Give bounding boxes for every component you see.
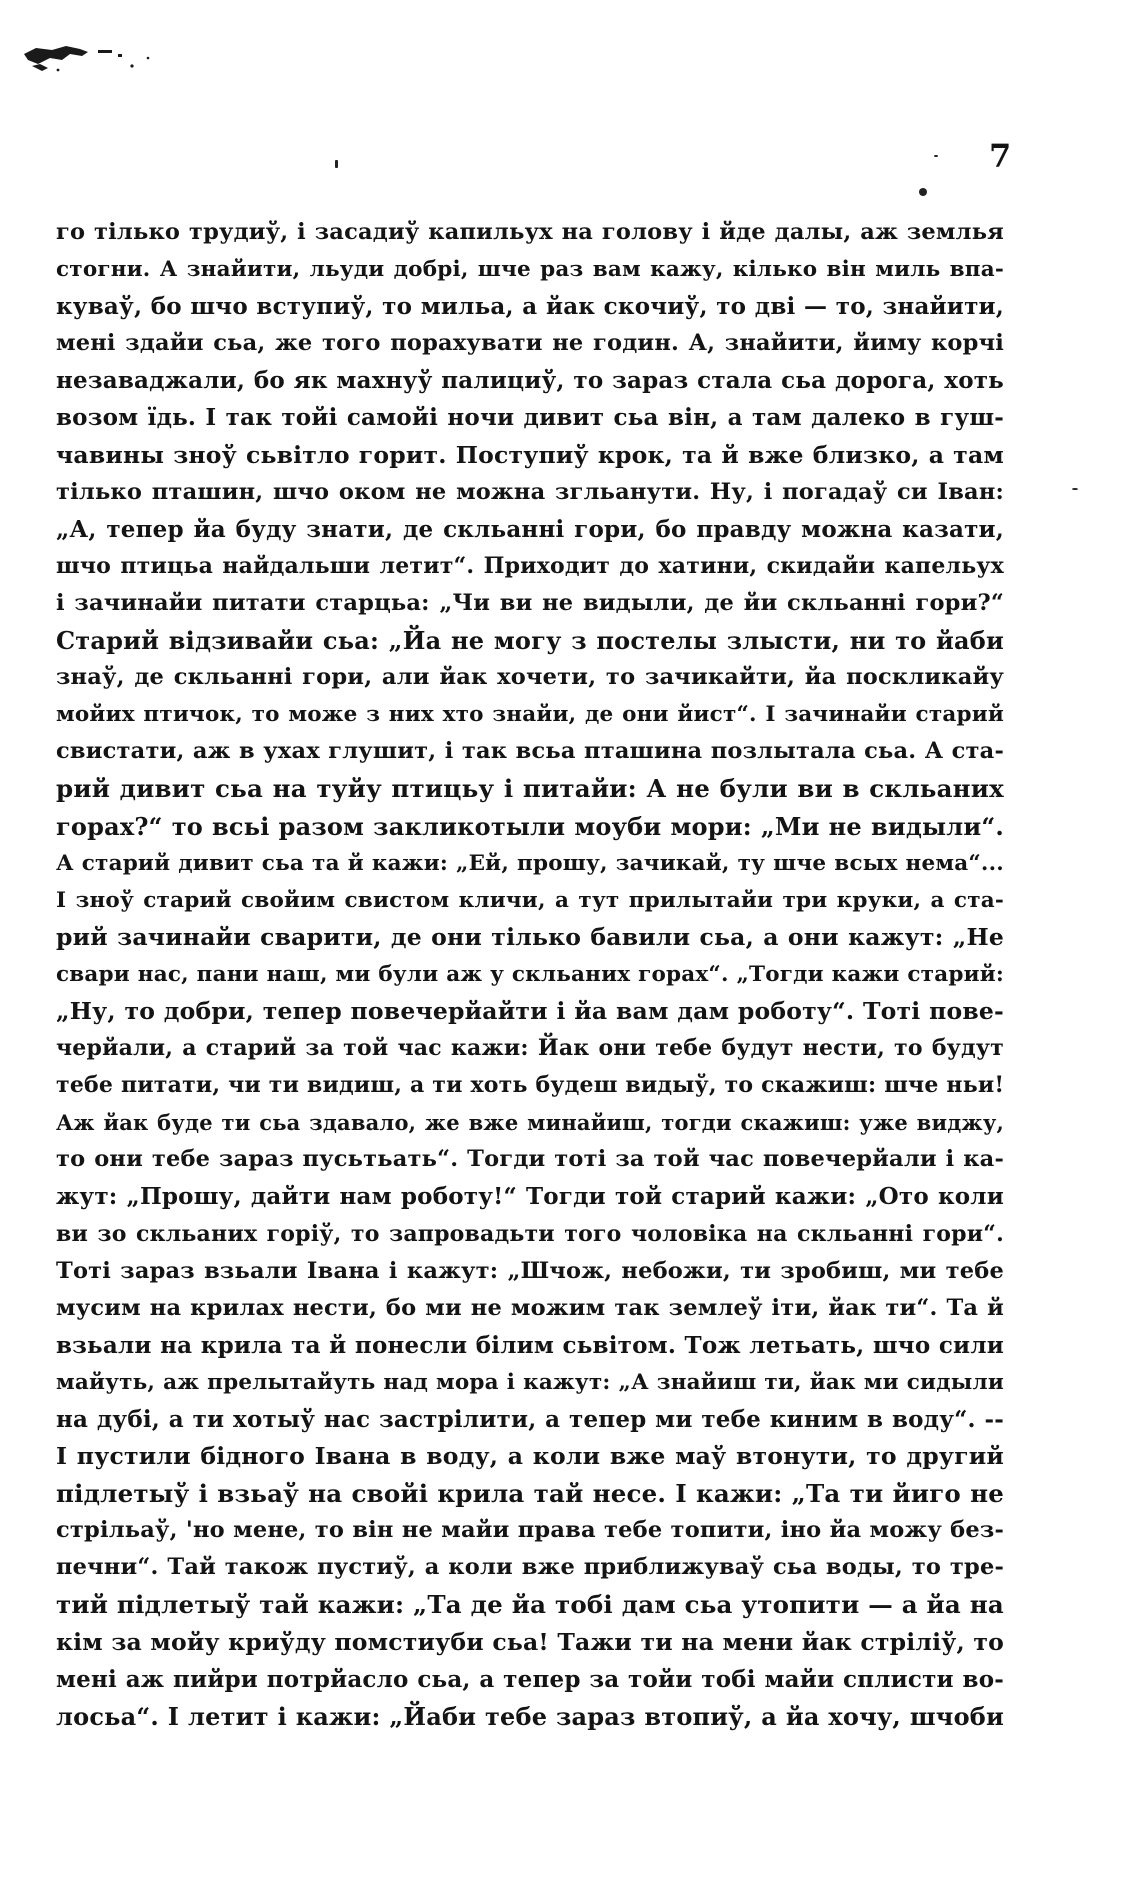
text-line: черйали, а старий за той час кажи: Йак они тебе будут нести, то будут	[56, 1035, 1004, 1062]
text-line: „А, тепер йа буду знати, де скльанні гори, бо правду можна казати,	[56, 515, 1004, 543]
text-line: свари нас, пани наш, ми були аж у скльаних горах“. „Тогди кажи старий:	[56, 961, 1004, 987]
text-line: то они тебе зараз пусьтьать“. Тогди тоті за той час повечерйали і ка-	[56, 1146, 1004, 1173]
speck-mark	[1072, 488, 1078, 490]
text-line: мойих птичок, то може з них хто знайи, де они йист“. І зачинайи старий	[56, 702, 1004, 728]
text-line: го тілько трудиў, і засадиў капильух на голову і йде далы, аж землья	[56, 219, 1004, 245]
text-line: лосьа“. І летит і кажи: „Йаби тебе зараз втопиў, а йа хочу, шчоби	[56, 1701, 1004, 1731]
text-line: стогни. А знайити, льуди добрі, шче раз вам кажу, кілько він миль впа-	[56, 257, 1004, 283]
text-line: чавины зноў сьвітло горит. Поступиў крок, та й вже близко, а там	[56, 440, 1004, 469]
text-line: кім за мойу криўду помстиуби сьа! Тажи ти на мени йак стріліў, то	[56, 1627, 1004, 1656]
text-line: тебе питати, чи ти видиш, а ти хоть будеш видыў, то скажиш: шче ньи!	[56, 1072, 1005, 1099]
text-line: Старий відзивайи сьа: „Йа не могу з постелы злысти, ни то йаби	[56, 626, 1004, 656]
text-line: возом їдь. І так тойі самойі ночи дивит сьа він, а там далеко в гуш-	[56, 404, 1004, 432]
text-line: стрільаў, 'но мене, то він не майи права тебе топити, іно йа можу без-	[56, 1517, 1004, 1544]
text-line: ви зо скльаних горіў, то запровадьти того чоловіка на скльанні гори“.	[56, 1220, 1004, 1247]
text-line: мені здайи сьа, же того порахувати не годин. А, знайити, йиму корчі	[56, 330, 1004, 357]
text-line: І зноў старий свойим свистом кличи, а тут прилытайи три круки, а ста-	[56, 887, 1004, 913]
text-line: жут: „Прошу, дайти нам роботу!“ Тогди той старий кажи: „Ото коли	[56, 1183, 1004, 1211]
text-line: „Ну, то добри, тепер повечерйайти і йа вам дам роботу“. Тоті пове-	[56, 996, 1004, 1025]
text-line: мені аж пийри потрйасло сьа, а тепер за тойи тобі майи сплисти во-	[56, 1665, 1004, 1693]
text-line: тий підлетыў тай кажи: „Та де йа тобі дам сьа утопити — а йа на	[56, 1590, 1004, 1620]
text-line: свистати, аж в ухах глушит, і так всьа пташина позлытала сьа. А ста-	[56, 738, 1004, 765]
text-line: І пустили бідного Івана в воду, а коли вже маў втонути, то другий	[56, 1442, 1004, 1471]
body-text	[56, 214, 1004, 1735]
speck-mark	[934, 155, 938, 157]
scan-smudge-mark	[22, 40, 152, 80]
text-line: на дубі, а ти хотыў нас застрілити, а тепер ми тебе киним в воду“. --	[56, 1406, 1004, 1433]
text-line: А старий дивит сьа та й кажи: „Ей, прошу, зачикай, ту шче всых нема“...	[56, 850, 1004, 876]
text-line: рий дивит сьа на туйу птицьу і питайи: А не були ви в скльаних	[56, 774, 1004, 804]
text-line: знаў, де скльанні гори, али йак хочети, то зачикайти, йа поскликайу	[56, 664, 1004, 691]
text-line: мусим на крилах нести, бо ми не можим так землеў іти, йак ти“. Та й	[56, 1294, 1004, 1321]
text-line: рий зачинайи сварити, де они тілько бавили сьа, а они кажут: „Не	[56, 922, 1004, 951]
text-line: Тоті зараз взьали Івана і кажут: „Шчож, небожи, ти зробиш, ми тебе	[56, 1257, 1004, 1284]
text-line: куваў, бо шчо вступиў, то мильа, а йак скочиў, то дві — то, знайити,	[56, 293, 1004, 321]
page-number: 7	[989, 137, 1012, 175]
text-line: взьали на крила та й понесли білим сьвітом. Тож летьать, шчо сили	[56, 1331, 1004, 1359]
speck-mark	[919, 188, 927, 196]
text-line: печни“. Тай також пустиў, а коли вже приближуваў сьа воды, то тре-	[56, 1554, 1004, 1581]
text-line: незаваджали, бо як махнуў палициў, то зараз стала сьа дорога, хоть	[56, 367, 1004, 395]
text-line: підлетыў і взьаў на свойі крила тай несе. І кажи: „Та ти йиго не	[56, 1479, 1004, 1509]
text-line: Аж йак буде ти сьа здавало, же вже минайиш, тогди скажиш: уже виджу,	[56, 1110, 1004, 1136]
speck-mark	[335, 160, 338, 168]
text-line: майуть, аж прелытайуть над мора і кажут: „А знайиш ти, йак ми сидыли	[56, 1369, 1004, 1395]
text-line: горах?“ то всьі разом закликотыли моуби мори: „Ми не видыли“.	[56, 811, 1004, 841]
text-line: і зачинайи питати старцьа: „Чи ви не видыли, де йи скльанні гори?“	[56, 589, 1004, 616]
text-line: шчо птицьа найдальши летит“. Приходит до хатини, скидайи капельух	[56, 552, 1004, 579]
text-line: тілько пташин, шчо оком не можна згльанути. Ну, і погадаў си Іван:	[56, 478, 1004, 505]
